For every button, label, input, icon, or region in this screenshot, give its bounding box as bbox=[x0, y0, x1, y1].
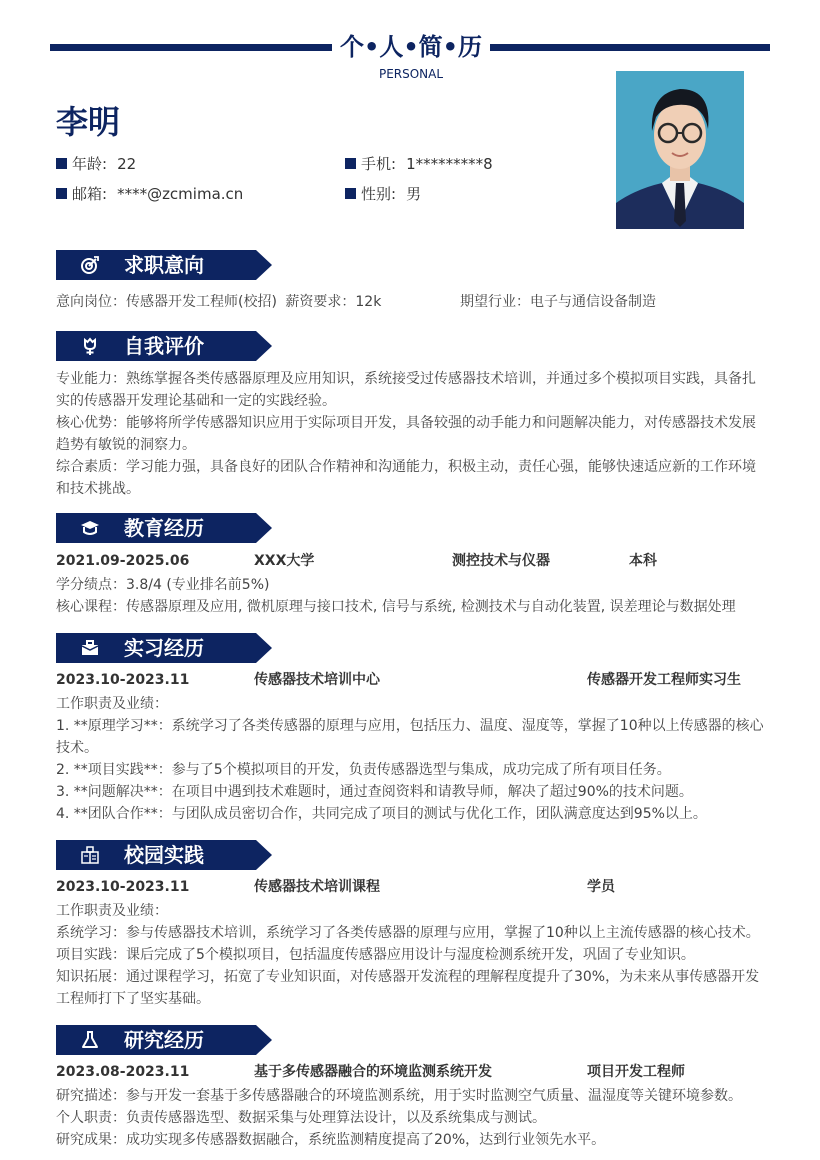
info-label: 年龄: bbox=[72, 155, 108, 173]
campus-line: 工程师打下了坚实基础。 bbox=[56, 991, 210, 1007]
info-value: 22 bbox=[117, 154, 137, 173]
section-title: 自我评价 bbox=[124, 334, 204, 358]
school-building-icon bbox=[80, 845, 100, 865]
bullet-square-icon bbox=[345, 188, 356, 199]
flask-icon bbox=[80, 1030, 100, 1050]
research-line: 研究成果：成功实现多传感器数据融合，系统监测精度提高了20%，达到行业领先水平。 bbox=[56, 1132, 606, 1148]
intent-industry: 期望行业：电子与通信设备制造 bbox=[460, 294, 656, 310]
campus-line: 工作职责及业绩： bbox=[56, 903, 168, 919]
self-eval-line: 实的传感器开发理论基础和一定的实践经验。 bbox=[56, 393, 336, 409]
title-rule-left bbox=[50, 44, 332, 51]
briefcase-icon bbox=[80, 638, 100, 658]
research-project: 基于多传感器融合的环境监测系统开发 bbox=[254, 1064, 492, 1080]
bullet-square-icon bbox=[56, 158, 67, 169]
internship-org: 传感器技术培训中心 bbox=[254, 672, 380, 688]
info-phone bbox=[345, 153, 493, 174]
self-eval-line: 趋势有敏锐的洞察力。 bbox=[56, 437, 196, 453]
info-value: 男 bbox=[406, 185, 422, 203]
research-row bbox=[56, 1061, 768, 1083]
info-gender bbox=[345, 183, 421, 204]
info-label: 手机: bbox=[361, 155, 397, 173]
title-rule-right bbox=[490, 44, 770, 51]
campus-line: 系统学习：参与传感器技术培训，系统学习了各类传感器的原理与应用，掌握了10种以上主流传感器的核心技术。 bbox=[56, 925, 760, 941]
info-label: 邮箱: bbox=[72, 185, 108, 203]
research-line: 个人职责：负责传感器选型、数据采集与处理算法设计，以及系统集成与测试。 bbox=[56, 1110, 546, 1126]
research-role: 项目开发工程师 bbox=[587, 1064, 685, 1080]
flower-icon bbox=[80, 336, 100, 356]
resume-title: 个•人•简•历 bbox=[339, 33, 483, 61]
education-line: 核心课程：传感器原理及应用, 微机原理与接口技术, 信号与系统, 检测技术与自动化装置, 误差理论与数据处理 bbox=[56, 599, 736, 615]
internship-row bbox=[56, 669, 768, 691]
section-title: 校园实践 bbox=[124, 843, 204, 867]
self-eval-line: 核心优势：能够将所学传感器知识应用于实际项目开发，具备较强的动手能力和问题解决能力，对传感器技术发展 bbox=[56, 415, 756, 431]
info-email bbox=[56, 183, 243, 204]
research-period: 2023.08-2023.11 bbox=[56, 1064, 190, 1080]
self-eval-line: 综合素质：学习能力强，具备良好的团队合作精神和沟通能力，积极主动，责任心强，能够快速适应新的工作环境 bbox=[56, 459, 756, 475]
info-label: 性别: bbox=[361, 185, 397, 203]
education-row bbox=[56, 550, 768, 572]
section-header-job-intent bbox=[56, 250, 272, 280]
internship-line: 2. **项目实践**：参与了5个模拟项目的开发，负责传感器选型与集成，成功完成了所有项目任务。 bbox=[56, 762, 671, 778]
research-line: 研究描述：参与开发一套基于多传感器融合的环境监测系统，用于实时监测空气质量、温湿度等关键环境参数。 bbox=[56, 1088, 742, 1104]
candidate-name: 李明 bbox=[56, 103, 121, 141]
self-eval-line: 专业能力：熟练掌握各类传感器原理及应用知识，系统接受过传感器技术培训，并通过多个模拟项目实践，具备扎 bbox=[56, 371, 756, 387]
campus-row bbox=[56, 876, 768, 898]
internship-role: 传感器开发工程师实习生 bbox=[587, 672, 741, 688]
campus-line: 项目实践：课后完成了5个模拟项目，包括温度传感器应用设计与湿度检测系统开发，巩固了专业知识。 bbox=[56, 947, 695, 963]
info-value: ****@zcmima.cn bbox=[117, 184, 244, 203]
campus-line: 知识拓展：通过课程学习，拓宽了专业知识面，对传感器开发流程的理解程度提升了30%，为未来从事传感器开发 bbox=[56, 969, 760, 985]
internship-period: 2023.10-2023.11 bbox=[56, 672, 190, 688]
internship-line: 3. **问题解决**：在项目中遇到技术难题时，通过查阅资料和请教导师，解决了超过90%的技术问题。 bbox=[56, 784, 693, 800]
internship-line: 4. **团队合作**：与团队成员密切合作，共同完成了项目的测试与优化工作，团队满意度达到95%以上。 bbox=[56, 806, 707, 822]
internship-line: 1. **原理学习**：系统学习了各类传感器的原理与应用，包括压力、温度、湿度等，掌握了10种以上传感器的核心 bbox=[56, 718, 764, 734]
campus-role: 学员 bbox=[587, 879, 615, 895]
section-header-self-evaluation bbox=[56, 331, 272, 361]
campus-period: 2023.10-2023.11 bbox=[56, 879, 190, 895]
bullet-square-icon bbox=[56, 188, 67, 199]
internship-line: 工作职责及业绩： bbox=[56, 696, 168, 712]
section-title: 求职意向 bbox=[124, 253, 204, 277]
info-value: 1*********8 bbox=[406, 154, 493, 173]
profile-photo bbox=[616, 71, 744, 229]
education-period: 2021.09-2025.06 bbox=[56, 553, 190, 569]
section-header-campus-practice bbox=[56, 840, 272, 870]
bullet-square-icon bbox=[345, 158, 356, 169]
education-major: 测控技术与仪器 bbox=[452, 553, 550, 569]
section-header-education bbox=[56, 513, 272, 543]
section-header-research bbox=[56, 1025, 272, 1055]
section-title: 研究经历 bbox=[124, 1028, 204, 1052]
section-title: 实习经历 bbox=[124, 636, 204, 660]
campus-org: 传感器技术培训课程 bbox=[254, 879, 380, 895]
intent-position: 意向岗位：传感器开发工程师(校招) bbox=[56, 294, 277, 310]
target-icon bbox=[80, 255, 100, 275]
self-eval-line: 和技术挑战。 bbox=[56, 481, 140, 497]
intent-line bbox=[56, 291, 768, 313]
section-title: 教育经历 bbox=[124, 516, 204, 540]
internship-line: 技术。 bbox=[56, 740, 98, 756]
section-header-internship bbox=[56, 633, 272, 663]
graduation-cap-icon bbox=[80, 518, 100, 538]
education-degree: 本科 bbox=[629, 553, 657, 569]
intent-salary: 薪资要求：12k bbox=[285, 294, 382, 310]
education-school: XXX大学 bbox=[254, 553, 315, 569]
education-line: 学分绩点：3.8/4 (专业排名前5%) bbox=[56, 577, 270, 593]
info-age bbox=[56, 153, 136, 174]
resume-subtitle: PERSONAL bbox=[378, 67, 444, 81]
